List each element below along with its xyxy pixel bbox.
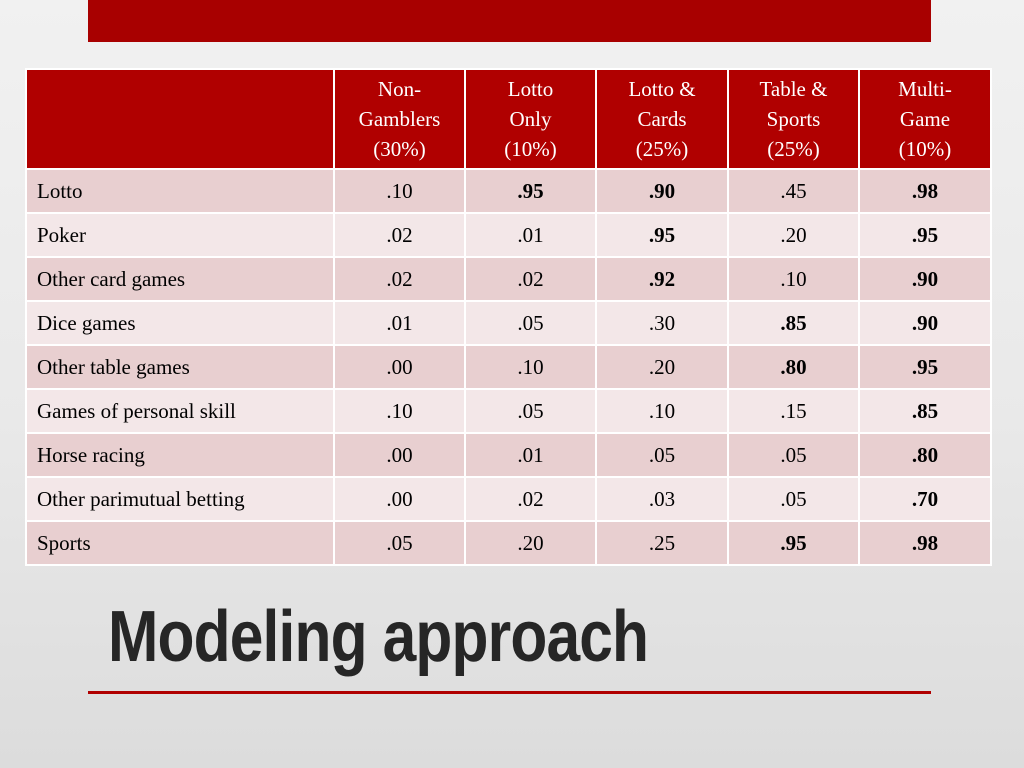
table-row: [26, 477, 991, 521]
table-cell: .10: [334, 389, 465, 433]
table-cell: .90: [859, 301, 991, 345]
column-header-line: Only: [509, 107, 552, 131]
table-row: [26, 257, 991, 301]
table-cell: .10: [728, 257, 859, 301]
row-label: Other table games: [26, 345, 334, 389]
table-cell: .05: [465, 301, 596, 345]
column-header-line: Table &: [759, 77, 828, 101]
table-cell: .95: [596, 213, 728, 257]
table-row: [26, 301, 991, 345]
column-header-line: (25%): [767, 137, 820, 161]
table-cell: .05: [596, 433, 728, 477]
table-cell: .10: [465, 345, 596, 389]
table-cell: .02: [334, 257, 465, 301]
table-cell: .00: [334, 345, 465, 389]
slide-title: Modeling approach: [108, 597, 649, 677]
table-row: [26, 345, 991, 389]
table-cell: .95: [465, 169, 596, 213]
table-cell: .05: [334, 521, 465, 565]
column-header-line: Gamblers: [358, 107, 441, 131]
table-cell: .01: [465, 433, 596, 477]
table-cell: .85: [859, 389, 991, 433]
column-header: [728, 69, 859, 169]
column-header-line: (10%): [898, 137, 952, 161]
table-cell: .15: [728, 389, 859, 433]
row-label: Dice games: [26, 301, 334, 345]
title-underline: [88, 691, 931, 694]
table-cell: .98: [859, 169, 991, 213]
table-cell: .30: [596, 301, 728, 345]
column-header: [334, 69, 465, 169]
column-header: [859, 69, 991, 169]
column-header-line: Cards: [637, 107, 687, 131]
table-cell: .03: [596, 477, 728, 521]
table-cell: .70: [859, 477, 991, 521]
column-header-line: (10%): [504, 137, 557, 161]
column-header-line: Lotto &: [628, 77, 696, 101]
row-label: Sports: [26, 521, 334, 565]
table-cell: .00: [334, 477, 465, 521]
table-cell: .45: [728, 169, 859, 213]
table-cell: .90: [596, 169, 728, 213]
table-cell: .92: [596, 257, 728, 301]
column-header: [596, 69, 728, 169]
table-cell: .02: [334, 213, 465, 257]
table-cell: .80: [859, 433, 991, 477]
table-cell: .95: [859, 345, 991, 389]
table-cell: .80: [728, 345, 859, 389]
column-header: [465, 69, 596, 169]
row-label: Other card games: [26, 257, 334, 301]
header-cell-blank: [26, 69, 334, 169]
column-header-line: Sports: [766, 107, 821, 131]
table-cell: .20: [465, 521, 596, 565]
data-table: [25, 68, 992, 566]
table-cell: .01: [465, 213, 596, 257]
table-cell: .02: [465, 477, 596, 521]
table-cell: .05: [465, 389, 596, 433]
table-body: [26, 169, 991, 565]
table-row: [26, 433, 991, 477]
table-cell: .25: [596, 521, 728, 565]
table-cell: .05: [728, 433, 859, 477]
row-label: Poker: [26, 213, 334, 257]
table-cell: .02: [465, 257, 596, 301]
table-cell: .10: [334, 169, 465, 213]
column-header-line: (30%): [373, 137, 426, 161]
row-label: Horse racing: [26, 433, 334, 477]
column-header-line: (25%): [635, 137, 689, 161]
table-header: [26, 69, 991, 169]
row-label: Lotto: [26, 169, 334, 213]
row-label: Games of personal skill: [26, 389, 334, 433]
table-cell: .20: [596, 345, 728, 389]
column-header-line: Multi-: [898, 77, 952, 101]
table-cell: .95: [859, 213, 991, 257]
column-header-line: Lotto: [507, 77, 554, 101]
table-row: [26, 169, 991, 213]
table-cell: .10: [596, 389, 728, 433]
table-row: [26, 521, 991, 565]
table-cell: .00: [334, 433, 465, 477]
row-label: Other parimutual betting: [26, 477, 334, 521]
table-cell: .85: [728, 301, 859, 345]
table-row: [26, 213, 991, 257]
header-row: [26, 69, 991, 169]
table-row: [26, 389, 991, 433]
top-accent-bar: [88, 0, 931, 42]
table-cell: .20: [728, 213, 859, 257]
table-cell: .01: [334, 301, 465, 345]
column-header-line: Game: [899, 107, 951, 131]
column-header-line: Non-: [377, 77, 422, 101]
table-cell: .90: [859, 257, 991, 301]
table-cell: .95: [728, 521, 859, 565]
table-cell: .98: [859, 521, 991, 565]
table-cell: .05: [728, 477, 859, 521]
